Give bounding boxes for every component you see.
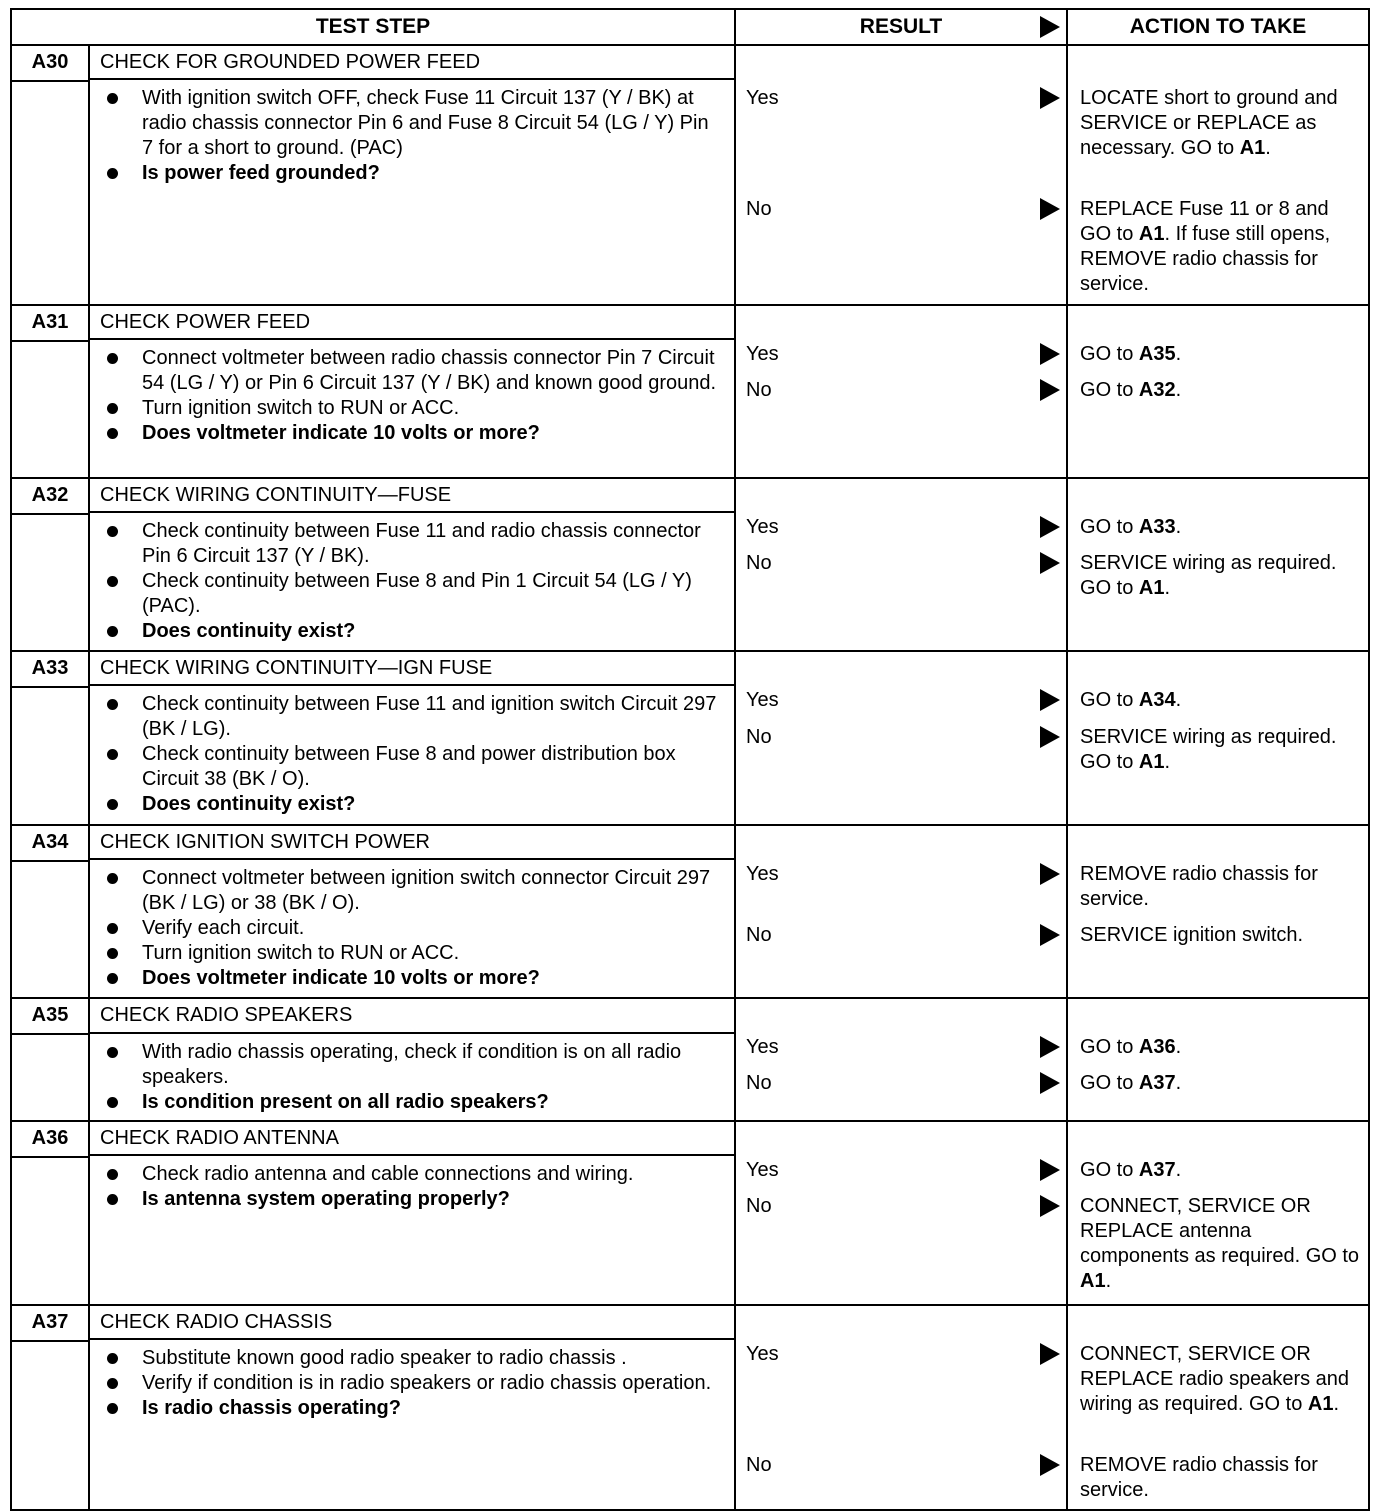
header-row bbox=[11, 9, 1369, 45]
action-step-ref: A34 bbox=[1138, 689, 1176, 711]
action-step-ref: A37 bbox=[1138, 1159, 1176, 1181]
action-step-ref: A35 bbox=[1138, 343, 1176, 365]
action-text bbox=[1080, 862, 1360, 912]
diagnostic-table bbox=[10, 8, 1370, 1511]
bullet-item: With radio chassis operating, check if condition is on all radio speakers. bbox=[142, 1040, 722, 1090]
right-arrow-icon bbox=[1040, 1454, 1060, 1476]
action-step-ref: A1 bbox=[1239, 137, 1266, 159]
step-id-label: A31 bbox=[12, 306, 88, 342]
result-no: No bbox=[746, 1454, 772, 1476]
step-id-label: A35 bbox=[12, 999, 88, 1035]
header-result bbox=[735, 9, 1067, 45]
bullet-item: Turn ignition switch to RUN or ACC. bbox=[142, 941, 722, 966]
bullet-item: Connect voltmeter between radio chassis connector Pin 7 Circuit 54 (LG / Y) or Pin 6 Circuit 137 (Y / BK) and known good ground. bbox=[142, 346, 722, 396]
step-title: CHECK RADIO ANTENNA bbox=[89, 1121, 735, 1155]
step-header-row bbox=[11, 478, 1369, 512]
action-cell bbox=[1067, 651, 1369, 825]
action-text bbox=[1080, 1071, 1360, 1096]
result-yes: Yes bbox=[746, 516, 779, 538]
action-cell bbox=[1067, 45, 1369, 305]
bullet-item: Is antenna system operating properly? bbox=[142, 1187, 722, 1212]
bullet-item: Check radio antenna and cable connections and wiring. bbox=[142, 1162, 722, 1187]
step-body bbox=[89, 79, 735, 305]
diagnostic-table-page bbox=[10, 8, 1368, 1505]
step-id-label: A36 bbox=[12, 1122, 88, 1158]
action-step-ref: A37 bbox=[1138, 1072, 1176, 1094]
action-text-part: . bbox=[1333, 1393, 1340, 1415]
header-test-step: TEST STEP bbox=[11, 9, 735, 45]
result-cell bbox=[735, 45, 1067, 305]
action-text bbox=[1080, 1158, 1360, 1183]
result-no: No bbox=[746, 924, 772, 946]
result-cell bbox=[735, 1121, 1067, 1305]
action-text-part: GO to bbox=[1080, 343, 1139, 365]
action-text-part: SERVICE wiring as required. GO to bbox=[1080, 552, 1337, 599]
right-arrow-icon bbox=[1040, 689, 1060, 711]
step-body bbox=[89, 859, 735, 998]
bullet-list bbox=[90, 1034, 734, 1115]
action-text-part: . bbox=[1105, 1270, 1112, 1292]
action-step-ref: A1 bbox=[1138, 223, 1165, 245]
bullet-item: With ignition switch OFF, check Fuse 11 Circuit 137 (Y / BK) at radio chassis connector Pin 6 and Fuse 8 Circuit 54 (LG / Y) Pin 7 for a short to ground. (PAC) bbox=[142, 86, 722, 161]
result-cell bbox=[735, 998, 1067, 1121]
action-cell bbox=[1067, 1121, 1369, 1305]
bullet-list bbox=[90, 513, 734, 644]
action-text-part: GO to bbox=[1080, 689, 1139, 711]
step-id-label: A34 bbox=[12, 826, 88, 862]
bullet-list bbox=[90, 686, 734, 817]
step-body bbox=[89, 512, 735, 651]
action-text bbox=[1080, 378, 1360, 403]
result-yes: Yes bbox=[746, 1036, 779, 1058]
step-title: CHECK IGNITION SWITCH POWER bbox=[89, 825, 735, 859]
action-text-part: CONNECT, SERVICE OR REPLACE antenna components as required. GO to bbox=[1080, 1195, 1360, 1267]
bullet-list bbox=[90, 1156, 734, 1212]
right-arrow-icon bbox=[1040, 198, 1060, 220]
bullet-item: Verify if condition is in radio speakers or radio chassis operation. bbox=[142, 1371, 722, 1396]
action-text-part: CONNECT, SERVICE OR REPLACE radio speakers and wiring as required. GO to bbox=[1080, 1343, 1350, 1415]
right-arrow-icon bbox=[1040, 1036, 1060, 1058]
step-body bbox=[89, 339, 735, 478]
action-text bbox=[1080, 688, 1360, 713]
result-no: No bbox=[746, 552, 772, 574]
right-arrow-icon bbox=[1040, 863, 1060, 885]
action-step-ref: A1 bbox=[1138, 751, 1165, 773]
step-id bbox=[11, 1305, 89, 1510]
bullet-item: Check continuity between Fuse 11 and radio chassis connector Pin 6 Circuit 137 (Y / BK). bbox=[142, 519, 722, 569]
bullet-item: Verify each circuit. bbox=[142, 916, 722, 941]
bullet-list bbox=[90, 860, 734, 991]
action-step-ref: A36 bbox=[1138, 1036, 1176, 1058]
action-step-ref: A33 bbox=[1138, 516, 1176, 538]
step-id bbox=[11, 478, 89, 651]
action-text-part: LOCATE short to ground and SERVICE or REPLACE as necessary. GO to bbox=[1080, 87, 1338, 159]
step-header-row bbox=[11, 825, 1369, 859]
bullet-item: Turn ignition switch to RUN or ACC. bbox=[142, 396, 722, 421]
header-result-label: RESULT bbox=[859, 15, 943, 38]
step-body bbox=[89, 685, 735, 825]
step-id bbox=[11, 825, 89, 998]
step-header-row bbox=[11, 651, 1369, 685]
right-arrow-icon bbox=[1040, 726, 1060, 748]
bullet-list bbox=[90, 80, 734, 186]
step-title: CHECK RADIO CHASSIS bbox=[89, 1305, 735, 1339]
bullet-item: Check continuity between Fuse 11 and ignition switch Circuit 297 (BK / LG). bbox=[142, 692, 722, 742]
step-header-row bbox=[11, 45, 1369, 79]
step-header-row bbox=[11, 305, 1369, 339]
action-text bbox=[1080, 923, 1360, 948]
action-text bbox=[1080, 1194, 1360, 1294]
right-arrow-icon bbox=[1040, 552, 1060, 574]
action-text-part: GO to bbox=[1080, 1072, 1139, 1094]
result-cell bbox=[735, 1305, 1067, 1510]
action-text-part: REMOVE radio chassis for service. bbox=[1080, 1454, 1318, 1501]
action-text-part: GO to bbox=[1080, 1036, 1139, 1058]
step-header-row bbox=[11, 1121, 1369, 1155]
result-yes: Yes bbox=[746, 1343, 779, 1365]
action-text-part: GO to bbox=[1080, 1159, 1139, 1181]
result-no: No bbox=[746, 1195, 772, 1217]
result-cell bbox=[735, 825, 1067, 998]
action-cell bbox=[1067, 305, 1369, 478]
action-text bbox=[1080, 197, 1360, 297]
action-text bbox=[1080, 1453, 1360, 1503]
result-yes: Yes bbox=[746, 863, 779, 885]
right-arrow-icon bbox=[1040, 16, 1060, 38]
action-cell bbox=[1067, 1305, 1369, 1510]
step-header-row bbox=[11, 1305, 1369, 1339]
bullet-list bbox=[90, 1340, 734, 1421]
result-yes: Yes bbox=[746, 689, 779, 711]
step-body bbox=[89, 1339, 735, 1510]
action-cell bbox=[1067, 478, 1369, 651]
step-title: CHECK WIRING CONTINUITY—IGN FUSE bbox=[89, 651, 735, 685]
bullet-item: Does voltmeter indicate 10 volts or more? bbox=[142, 421, 722, 446]
right-arrow-icon bbox=[1040, 516, 1060, 538]
bullet-item: Connect voltmeter between ignition switch connector Circuit 297 (BK / LG) or 38 (BK / O). bbox=[142, 866, 722, 916]
action-text bbox=[1080, 551, 1360, 601]
step-id bbox=[11, 45, 89, 305]
action-cell bbox=[1067, 998, 1369, 1121]
result-no: No bbox=[746, 198, 772, 220]
action-text-part: . bbox=[1265, 137, 1271, 159]
step-id-label: A37 bbox=[12, 1306, 88, 1342]
action-text bbox=[1080, 1035, 1360, 1060]
step-id bbox=[11, 1121, 89, 1305]
bullet-item: Does continuity exist? bbox=[142, 619, 722, 644]
step-title: CHECK WIRING CONTINUITY—FUSE bbox=[89, 478, 735, 512]
action-text-part: . bbox=[1164, 751, 1171, 773]
action-text-part: . bbox=[1175, 379, 1182, 401]
action-text-part: GO to bbox=[1080, 516, 1139, 538]
action-text-part: . bbox=[1175, 689, 1182, 711]
action-text-part: . bbox=[1175, 1072, 1182, 1094]
bullet-item: Does voltmeter indicate 10 volts or more? bbox=[142, 966, 722, 991]
bullet-item: Substitute known good radio speaker to radio chassis . bbox=[142, 1346, 722, 1371]
step-id bbox=[11, 305, 89, 478]
result-yes: Yes bbox=[746, 1159, 779, 1181]
action-text-part: . bbox=[1175, 343, 1182, 365]
step-title: CHECK POWER FEED bbox=[89, 305, 735, 339]
right-arrow-icon bbox=[1040, 1072, 1060, 1094]
action-step-ref: A1 bbox=[1080, 1270, 1106, 1292]
action-text bbox=[1080, 342, 1360, 367]
action-text-part: . If fuse still opens, REMOVE radio chassis for service. bbox=[1080, 223, 1331, 295]
result-yes: Yes bbox=[746, 87, 779, 109]
action-text bbox=[1080, 515, 1360, 540]
result-cell bbox=[735, 651, 1067, 825]
right-arrow-icon bbox=[1040, 1343, 1060, 1365]
step-id-label: A30 bbox=[12, 46, 88, 82]
action-text-part: . bbox=[1164, 577, 1171, 599]
bullet-item: Check continuity between Fuse 8 and power distribution box Circuit 38 (BK / O). bbox=[142, 742, 722, 792]
action-text-part: SERVICE wiring as required. GO to bbox=[1080, 726, 1337, 773]
bullet-item: Does continuity exist? bbox=[142, 792, 722, 817]
action-text-part: . bbox=[1175, 516, 1182, 538]
step-body bbox=[89, 1033, 735, 1121]
right-arrow-icon bbox=[1040, 87, 1060, 109]
right-arrow-icon bbox=[1040, 343, 1060, 365]
step-body bbox=[89, 1155, 735, 1305]
step-title: CHECK FOR GROUNDED POWER FEED bbox=[89, 45, 735, 79]
action-text-part: . bbox=[1175, 1159, 1182, 1181]
right-arrow-icon bbox=[1040, 1195, 1060, 1217]
action-text bbox=[1080, 86, 1360, 161]
result-no: No bbox=[746, 1072, 772, 1094]
action-text bbox=[1080, 1342, 1360, 1417]
right-arrow-icon bbox=[1040, 1159, 1060, 1181]
action-text bbox=[1080, 725, 1360, 775]
step-id-label: A33 bbox=[12, 652, 88, 688]
bullet-item: Check continuity between Fuse 8 and Pin 1 Circuit 54 (LG / Y) (PAC). bbox=[142, 569, 722, 619]
step-header-row bbox=[11, 998, 1369, 1033]
step-id-label: A32 bbox=[12, 479, 88, 515]
result-yes: Yes bbox=[746, 343, 779, 365]
step-title: CHECK RADIO SPEAKERS bbox=[89, 998, 735, 1033]
step-id bbox=[11, 651, 89, 825]
action-text-part: SERVICE ignition switch. bbox=[1080, 924, 1304, 946]
result-cell bbox=[735, 478, 1067, 651]
action-step-ref: A1 bbox=[1307, 1393, 1334, 1415]
header-action: ACTION TO TAKE bbox=[1067, 9, 1369, 45]
step-id bbox=[11, 998, 89, 1121]
action-text-part: REMOVE radio chassis for service. bbox=[1080, 863, 1318, 910]
action-step-ref: A32 bbox=[1138, 379, 1176, 401]
bullet-item: Is radio chassis operating? bbox=[142, 1396, 722, 1421]
bullet-item: Is condition present on all radio speakers? bbox=[142, 1090, 722, 1115]
bullet-item: Is power feed grounded? bbox=[142, 161, 722, 186]
action-text-part: GO to bbox=[1080, 379, 1139, 401]
action-cell bbox=[1067, 825, 1369, 998]
action-step-ref: A1 bbox=[1138, 577, 1165, 599]
bullet-list bbox=[90, 340, 734, 446]
result-cell bbox=[735, 305, 1067, 478]
right-arrow-icon bbox=[1040, 379, 1060, 401]
action-text-part: REPLACE Fuse 11 or 8 and GO to bbox=[1080, 198, 1329, 245]
right-arrow-icon bbox=[1040, 924, 1060, 946]
result-no: No bbox=[746, 379, 772, 401]
action-text-part: . bbox=[1175, 1036, 1182, 1058]
result-no: No bbox=[746, 726, 772, 748]
